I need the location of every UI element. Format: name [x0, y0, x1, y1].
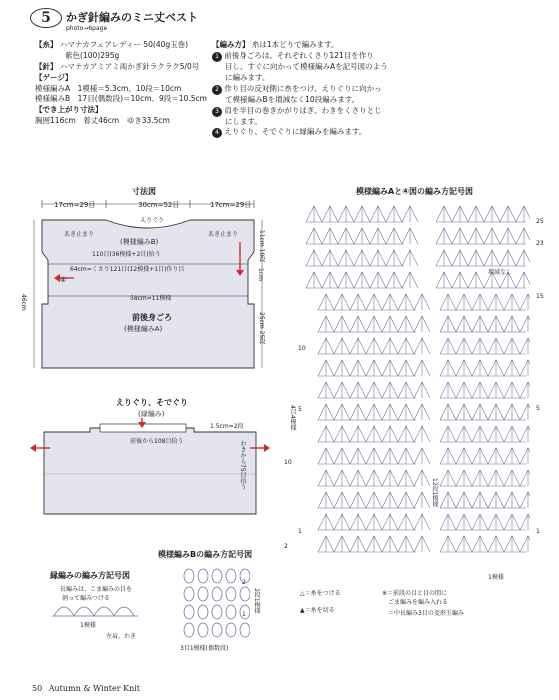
step-number: 1 [212, 52, 222, 62]
chart-b-title: 模様編みBの編み方記号図 [158, 550, 253, 559]
edging-schematic [30, 418, 270, 518]
step-number: 2 [212, 85, 222, 95]
legend-skip-2: ごま編みを編み入れる [388, 599, 449, 606]
method-step [212, 106, 388, 117]
size-key: 【でき上がり寸法】 [35, 105, 103, 115]
armhole-pick-label: わきから75目拾う [239, 440, 246, 490]
method-step [212, 84, 388, 95]
right-top-dim: 11cm 10段 [258, 230, 265, 263]
edging-stitch-chart [50, 596, 140, 620]
chart-a-title: 模様編みAと④図の編み方記号図 [356, 187, 473, 196]
step-number: 4 [212, 128, 222, 138]
row-5-left: 5 [298, 406, 302, 413]
chart-a-diagram [290, 198, 530, 570]
badge-number: 5 [41, 10, 51, 26]
yarn-line-1: ハマナカフェアレディー 50(40g玉巻) [59, 40, 189, 49]
step-number: 3 [212, 107, 222, 117]
yarn-line-2: 紫色(100)295g [65, 50, 120, 60]
row-10-left: 10 [298, 345, 306, 352]
chart-b-row-2: 2 [242, 579, 246, 586]
pattern-a-ref: ④ [60, 276, 67, 284]
step-text: に編みます。 [225, 72, 270, 82]
edging-title-2: (縁編み) [138, 410, 165, 418]
method-intro: 糸は1本どりで編みます。 [251, 40, 339, 49]
row-1-left: 1 [298, 528, 302, 535]
edging-width-note: 1.5cm=2段 [210, 423, 244, 430]
step-text: にします。 [225, 116, 262, 126]
row-5-right: 5 [536, 405, 540, 412]
edging-note-1: 長編みは、こま編みの目を [60, 586, 133, 593]
edging-chart-title: 縁編みの編み方記号図 [50, 571, 130, 580]
legend-join: △＝糸をつける [300, 590, 341, 597]
step-text: 目し、すぐに向かって模様編みAを記号図のよう [225, 61, 388, 71]
size-value: 胸囲116cm 着丈46cm ゆき33.5cm [35, 116, 170, 126]
step-text: て模様編みBを増減なく10段編みます。 [225, 94, 360, 104]
width-label: 58cm=11模様 [130, 295, 172, 302]
gauge-b: 模様編みB 17目(偶数段)＝10cm、9段＝10.5cm [35, 94, 207, 104]
legend-cut: ▲＝糸を切る [300, 607, 335, 614]
row-1-right: 1 [536, 528, 540, 535]
chart-b-row-1: 1 [242, 611, 246, 618]
page-title: かぎ針編みのミニ丈ベスト [66, 11, 198, 24]
step-text: えりぐり、そでぐりに縁編みを編みます。 [224, 127, 367, 137]
side-left-label: 4目4模様 [289, 405, 296, 431]
front-pick-label: 前後から108目拾う [130, 438, 184, 445]
row-2-side: 2 [284, 543, 288, 550]
body-pattern: (模様編みA) [124, 325, 163, 333]
gauge-key: 【ゲージ】 [35, 72, 73, 82]
series-name: Autumn & Winter Knit [48, 684, 140, 693]
row-15: 15 [536, 293, 544, 300]
pattern-number-badge [30, 8, 62, 28]
step-text: 前後身ごろは、それぞれくさり121目を作り [224, 50, 374, 60]
method-step [212, 127, 388, 138]
edging-note-2: 割って編みつける [62, 595, 110, 602]
body-title: 前後身ごろ [132, 313, 172, 322]
top-dim-right: 17cm=29目 [210, 201, 252, 209]
step-text: 作り目の反対側に糸をつけ、えりぐりに向かっ [224, 83, 382, 93]
pattern-b-label: (模様編みB) [120, 238, 159, 246]
no-change-label: 増減なし [488, 269, 513, 276]
photo-reference: photo→6page [66, 25, 108, 32]
materials-block [35, 40, 207, 127]
side-mid-label: 12段1模様 [431, 478, 438, 508]
chart-b-count: 3目1模様(偶数段) [180, 645, 229, 652]
legend-skip: ※＝前段の目と目の間に [382, 590, 448, 597]
method-step [212, 51, 388, 62]
method-block [212, 40, 388, 138]
legend-center: ＝中長編み3目の変形玉編み [388, 610, 464, 617]
right-mid-dim: 1cm [257, 268, 264, 281]
row-25: 25 [536, 218, 544, 225]
row-10-side: 10 [284, 459, 292, 466]
slit-right-label: あき止まり [208, 231, 239, 238]
step-text: 肩を半目の巻きかがりはぎ、わきをくさりとじ [224, 105, 382, 115]
edging-title-1: えりぐり、そでぐり [116, 398, 188, 407]
chart-b-repeat-label: 2段1模様 [253, 588, 260, 614]
row-23: 23 [536, 240, 544, 247]
needle-key: 【針】 [35, 61, 58, 71]
gauge-a: 模様編みA 1模様＝5.3cm、10段＝10cm [35, 83, 182, 93]
b-stitches-label: 110目(36模様+2目)拾う [92, 251, 161, 258]
neckline-label: えりぐり [140, 217, 165, 224]
height-total: 46cm [20, 294, 27, 311]
top-dim-left: 17cm=29目 [54, 201, 96, 209]
chart-b-diagram [178, 565, 250, 643]
footer [32, 684, 140, 693]
edging-side: 左肩、わき [106, 633, 137, 640]
chart-a-repeat: 1模様 [488, 574, 504, 581]
chain-label: 64cm=くさり121目(12模様+1目)作り目 [70, 266, 185, 273]
edging-repeat: 1模様 [80, 622, 96, 629]
schematic-title: 寸法図 [132, 187, 156, 196]
right-bottom-dim: 25cm 25段 [258, 312, 265, 345]
slit-left-label: あき止まり [64, 231, 95, 238]
needle-value: ハマナカアミアミ両かぎ針ラクラク5/0号 [59, 61, 200, 71]
yarn-key: 【糸】 [35, 40, 58, 49]
page-number: 50 [32, 684, 43, 693]
method-key: 【編み方】 [212, 40, 250, 49]
top-dim-center: 30cm=52目 [138, 201, 180, 209]
